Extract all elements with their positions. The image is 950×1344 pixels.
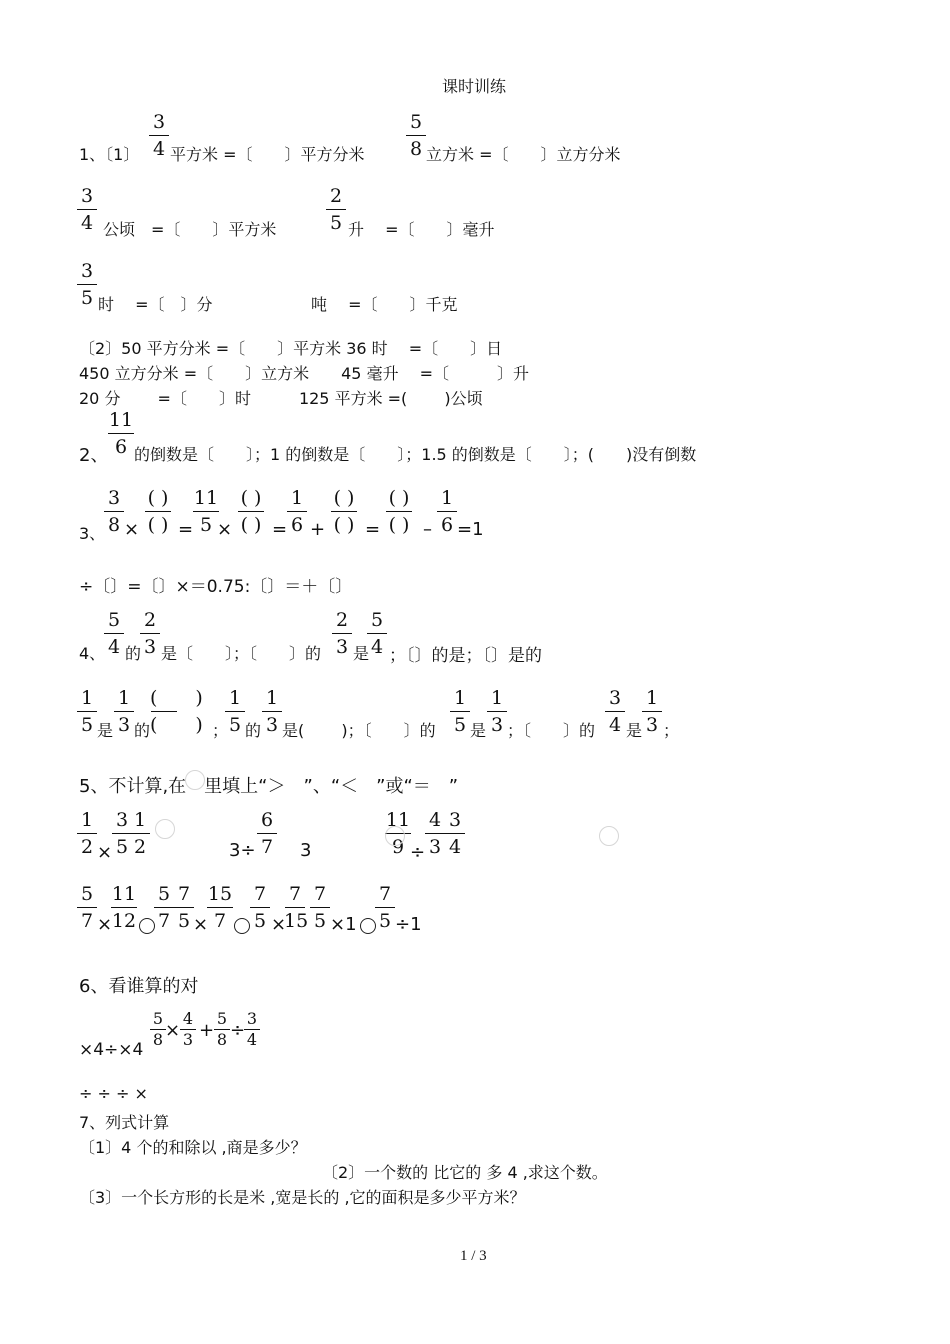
q5-row1-fraction-7: 3 4 — [444, 810, 466, 857]
q4-row1-text-1: 的 — [125, 644, 142, 663]
q3-operator-1: × — [124, 519, 140, 540]
q6-operator-2: + — [199, 1020, 215, 1041]
q1-fraction-1: 3 4 — [148, 112, 170, 159]
q5-row1-fraction-5: 11 9 — [385, 809, 411, 858]
q5-row2-fraction-6: 7 5 — [249, 884, 271, 931]
q3-operator-5: + — [310, 519, 326, 540]
q1-text-1: 平方米 =〔 〕平方分米 — [170, 145, 365, 164]
q3-fraction-4: ( ) ( ) — [237, 488, 265, 535]
q2-label: 2、 — [79, 445, 109, 466]
q5-compare-circle-6 — [360, 918, 376, 934]
q1-text-2: 立方米 =〔 〕立方分米 — [426, 145, 621, 164]
q6-fraction-3: 5 8 — [214, 1011, 230, 1048]
q5-row2-text-4: ×1 — [330, 914, 357, 935]
q7-item-1: 〔1〕4 个的和除以 ,商是多少？ — [79, 1138, 307, 1157]
q4-row2-text-7: ；〔 〕的 — [507, 721, 596, 740]
q4-row2-text-8: 是 — [626, 721, 643, 740]
q3-fraction-2: ( ) ( ) — [144, 488, 172, 535]
q3-operator-2: = — [178, 519, 194, 540]
q5-row2-fraction-1: 5 7 — [76, 884, 98, 931]
q4-row1-fraction-2: 2 3 — [139, 610, 161, 657]
q2-text: 的倒数是〔 〕；1 的倒数是〔 〕；1.5 的倒数是〔 〕；( )没有倒数 — [134, 445, 697, 464]
q5-row1-text-2: 3÷ — [229, 840, 256, 861]
q3-operator-4: = — [272, 519, 288, 540]
q5-heading: 5、不计算,在 里填上“＞ ”、“＜ ”或“＝ ” — [79, 776, 459, 797]
q3-operator-6: = — [365, 519, 381, 540]
q4-row1-text-4: ；〔〕的是；〔〕是的 — [389, 646, 542, 666]
q4-row2-fraction-4: 1 5 — [224, 688, 246, 735]
q4-row2-text-5: 是( )；〔 〕的 — [282, 721, 436, 740]
q1-fraction-3: 3 4 — [76, 186, 98, 233]
q6-line2: ÷ ÷ ÷ × — [79, 1084, 148, 1103]
q1-text-6: 吨 =〔 〕千克 — [311, 295, 458, 314]
q4-row1-fraction-3: 2 3 — [331, 610, 353, 657]
q5-compare-circle-5 — [234, 918, 250, 934]
q4-row1-fraction-4: 5 4 — [366, 610, 388, 657]
q1-fraction-4: 2 5 — [325, 186, 347, 233]
q6-heading: 6、看谁算的对 — [79, 976, 199, 997]
q4-row2-text-3: ； — [212, 721, 229, 740]
q4-row2-text-4: 的 — [245, 721, 262, 740]
q5-compare-circle-1 — [155, 819, 175, 839]
q7-item-2: 〔2〕一个数的 比它的 多 4 ,求这个数。 — [322, 1163, 608, 1182]
q3-fraction-7: ( ) ( ) — [385, 488, 413, 535]
q7-item-3: 〔3〕一个长方形的长是米 ,宽是长的 ,它的面积是多少平方米？ — [79, 1188, 526, 1207]
q6-expression-text: ×4÷×4 — [79, 1040, 144, 1060]
q6-fraction-2: 4 3 — [180, 1011, 196, 1048]
q4-row1-fraction-1: 5 4 — [103, 610, 125, 657]
q5-row1-fraction-4: 6 7 — [256, 810, 278, 857]
q5-row2-fraction-7: 7 15 — [284, 883, 309, 932]
q4-label: 4、 — [79, 644, 106, 663]
q1-label: 1、〔1〕 — [79, 145, 140, 164]
q5-row2-text-3: × — [271, 914, 287, 935]
q4-row2-text-2: 的 — [134, 721, 151, 740]
q3-operator-3: × — [217, 519, 233, 540]
q2-fraction: 11 6 — [108, 409, 134, 458]
q4-row1-text-2: 是〔 〕；〔 〕的 — [161, 644, 322, 663]
q3-fraction-3: 11 5 — [193, 487, 219, 536]
q1-text-4: 升 =〔 〕毫升 — [348, 220, 495, 239]
q5-row1-fraction-6: 4 3 — [424, 810, 446, 857]
q1-text-3: 公顷 =〔 〕平方米 — [103, 220, 277, 239]
q7-heading: 7、列式计算 — [79, 1113, 170, 1132]
q5-row2-fraction-8: 7 5 — [309, 884, 331, 931]
q3-fraction-1: 3 8 — [103, 488, 125, 535]
q1-part2-line1: 〔2〕50 平方分米 =〔 〕平方米 36 时 =〔 〕日 — [79, 339, 503, 358]
q5-row2-fraction-2: 11 12 — [111, 883, 137, 932]
q1-part2-line3: 20 分 =〔 〕时 125 平方米 =( )公顷 — [79, 389, 483, 408]
q4-row2-text-9: ； — [663, 721, 680, 740]
q5-heading-circle — [185, 770, 205, 790]
q5-row2-text-5: ÷1 — [395, 914, 422, 935]
q5-compare-circle-2 — [385, 826, 405, 846]
q5-row2-text-2: × — [193, 914, 209, 935]
q3-operator-7: – — [423, 519, 432, 540]
q5-row1-text-1: × — [97, 842, 113, 863]
q4-row2-fraction-5: 1 3 — [261, 688, 283, 735]
q6-fraction-4: 3 4 — [244, 1011, 260, 1048]
q5-row1-fraction-1: 1 2 — [76, 810, 98, 857]
q1-fraction-2: 5 8 — [405, 112, 427, 159]
q1-part2-line2: 450 立方分米 =〔 〕立方米 45 毫升 =〔 〕升 — [79, 364, 530, 383]
q1-fraction-5: 3 5 — [76, 261, 98, 308]
q5-row1-fraction-2: 3 5 — [111, 810, 133, 857]
q1-text-5: 时 =〔 〕分 — [98, 295, 213, 314]
q5-row2-fraction-4: 7 5 — [173, 884, 195, 931]
page-title: 课时训练 — [442, 77, 507, 96]
q5-row1-text-4: ÷ — [410, 842, 426, 863]
q4-row2-fraction-7: 1 3 — [486, 688, 508, 735]
page-number: 1 / 3 — [460, 1248, 487, 1264]
q5-row1-fraction-3: 1 2 — [129, 810, 151, 857]
q3-fraction-8: 1 6 — [436, 488, 458, 535]
q3-line2: ÷〔〕=〔〕×＝0.75:〔〕＝＋〔〕 — [79, 577, 353, 597]
q3-fraction-5: 1 6 — [286, 488, 308, 535]
q5-row2-text-1: × — [97, 914, 113, 935]
q3-fraction-6: ( ) ( ) — [330, 488, 358, 535]
q6-fraction-1: 5 8 — [150, 1011, 166, 1048]
q4-row2-text-1: 是 — [97, 721, 114, 740]
q4-row2-fraction-1: 1 5 — [76, 688, 98, 735]
q6-operator-3: ÷ — [230, 1020, 246, 1041]
q4-row2-fraction-9: 1 3 — [641, 688, 663, 735]
q4-row2-fraction-2: 1 3 — [113, 688, 135, 735]
q4-row2-fraction-3: ( ) ( ) — [150, 687, 203, 736]
q5-row1-text-3: 3 — [300, 840, 312, 861]
q3-label: 3、 — [79, 524, 106, 543]
q4-row2-text-6: 是 — [470, 721, 487, 740]
q5-compare-circle-4 — [139, 918, 155, 934]
q6-operator-1: × — [165, 1020, 181, 1041]
q4-row2-fraction-8: 3 4 — [604, 688, 626, 735]
q4-row1-text-3: 是 — [353, 644, 370, 663]
q5-row2-fraction-9: 7 5 — [374, 884, 396, 931]
q5-row2-fraction-3: 5 7 — [153, 884, 175, 931]
q3-operator-8: =1 — [457, 519, 484, 540]
q4-row2-fraction-6: 1 5 — [449, 688, 471, 735]
q5-compare-circle-3 — [599, 826, 619, 846]
q5-row2-fraction-5: 15 7 — [207, 883, 233, 932]
